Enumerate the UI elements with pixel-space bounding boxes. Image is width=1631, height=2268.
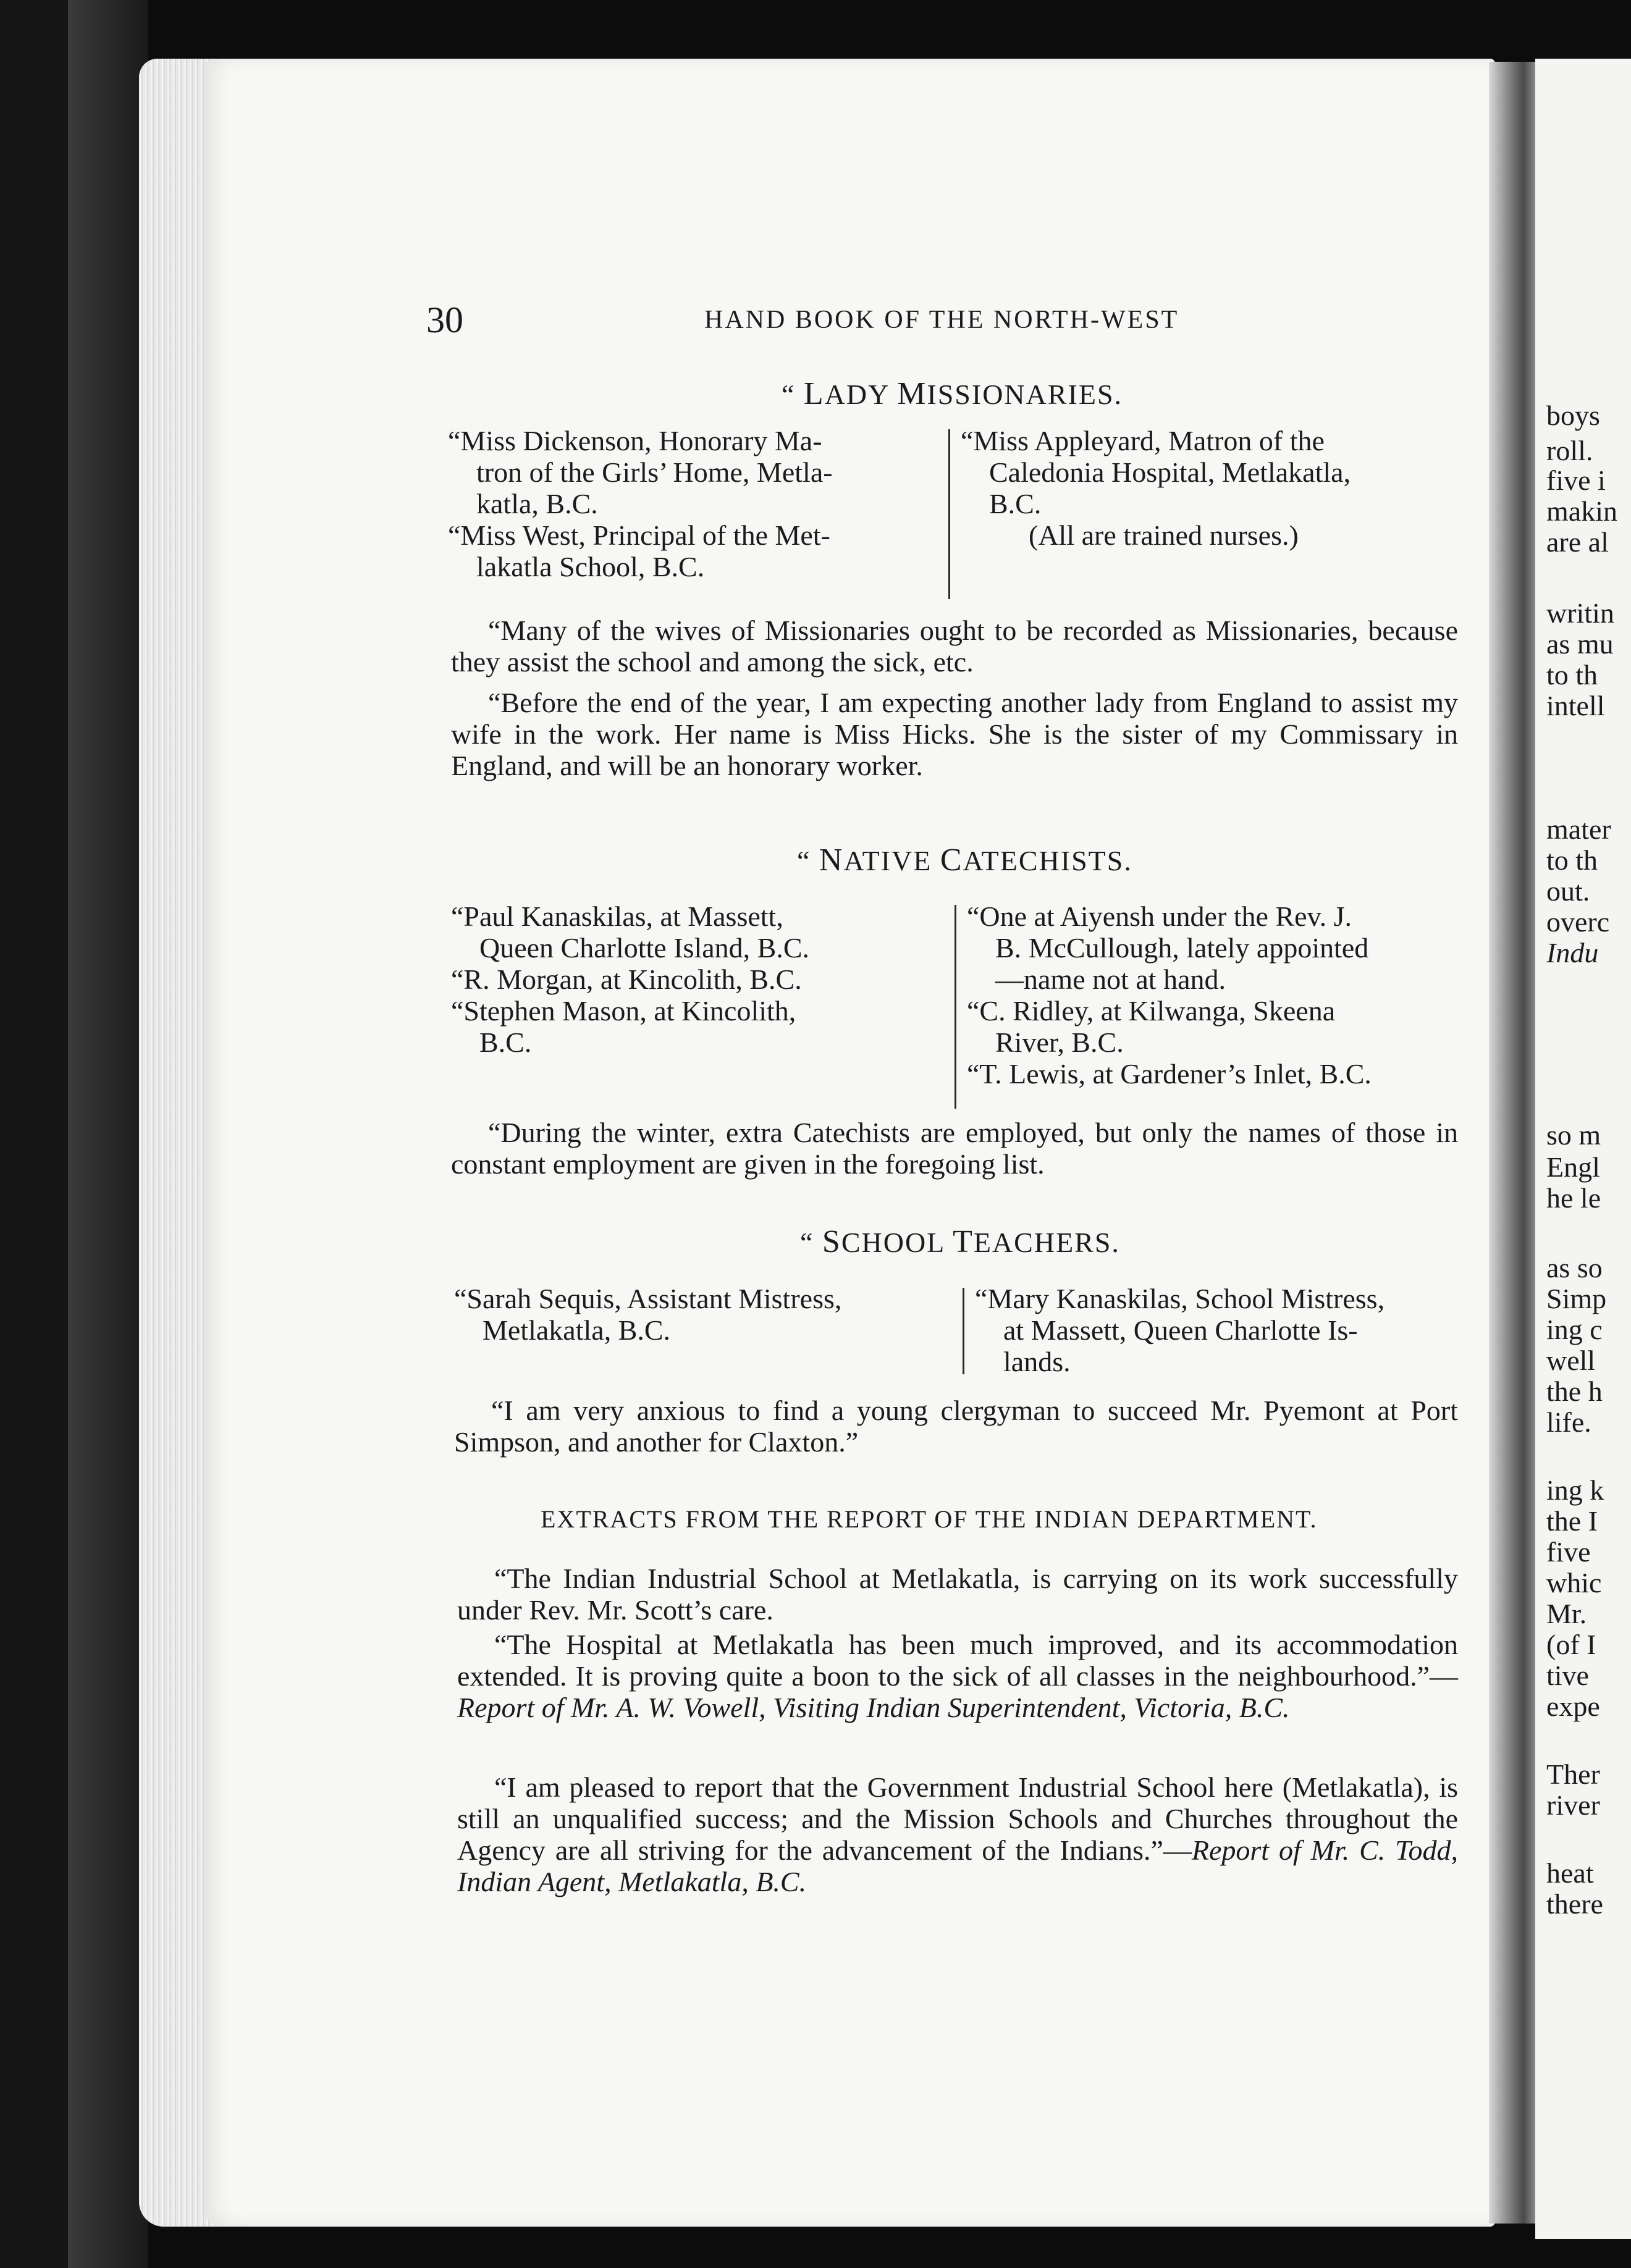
list-line: “Sarah Sequis, Assistant Mistress, <box>454 1283 842 1314</box>
fragment-line: as mu <box>1546 628 1614 660</box>
paragraph-text: “The Indian Industrial School at Metlakatla, is carrying on its work successfully under Rev. Mr. Scott’s care. <box>457 1563 1458 1626</box>
list-line: “Miss Appleyard, Matron of the <box>961 425 1325 456</box>
fragment-line: mater <box>1546 813 1611 845</box>
fragment-line: to th <box>1546 659 1598 691</box>
adjacent-page <box>1535 59 1631 2239</box>
list-line: B.C. <box>479 1027 532 1058</box>
fragment-line: there <box>1546 1888 1603 1920</box>
fragment-line: as so <box>1546 1252 1603 1283</box>
heading-smallcaps: EACHERS. <box>973 1227 1120 1258</box>
fragment-line: (of I <box>1546 1629 1596 1660</box>
heading-smallcaps: ATECHISTS. <box>963 845 1132 876</box>
list-line: at Massett, Queen Charlotte Is- <box>1003 1314 1358 1346</box>
fragment-line: whic <box>1546 1567 1602 1598</box>
column-divider <box>955 905 956 1109</box>
school-teachers-right-column <box>975 1283 1384 1377</box>
heading-initial: C <box>940 842 963 878</box>
running-head: HAND BOOK OF THE NORTH-WEST <box>704 306 1179 334</box>
extracts-heading: EXTRACTS FROM THE REPORT OF THE INDIAN DEPARTMENT. <box>541 1505 1318 1533</box>
fragment-line: river <box>1546 1789 1600 1821</box>
list-line: “R. Morgan, at Kincolith, B.C. <box>451 964 802 995</box>
fragment-line: Simp <box>1546 1283 1607 1314</box>
list-line: B.C. <box>989 488 1042 519</box>
lady-missionaries-right-column <box>961 425 1351 551</box>
fragment-line: five i <box>1546 464 1606 496</box>
list-line: —name not at hand. <box>995 964 1226 995</box>
heading-initial: N <box>819 842 844 878</box>
fragment-line: Engl <box>1546 1151 1600 1183</box>
paragraph-text: “The Hospital at Metlakatla has been much improved, and its accommodation extended. It is proving quite a boon to the sick of all classes in the neighbourhood.”— <box>457 1629 1458 1692</box>
paragraph-text: “During the winter, extra Catechists are employed, but only the names of those in constant employment are given in the foregoing list. <box>451 1117 1458 1180</box>
native-catechists-left-column <box>451 901 809 1058</box>
heading-smallcaps: ISSIONARIES. <box>927 379 1123 410</box>
paragraph-text: “Before the end of the year, I am expecting another lady from England to assist my wife in the work. Her name is Miss Hicks. She is the sister of my Commissary in England, and will be an honorary worker. <box>451 687 1458 781</box>
paragraph <box>451 687 1458 781</box>
fragment-line: Ther <box>1546 1758 1600 1790</box>
list-line: “Miss West, Principal of the Met- <box>448 519 830 551</box>
citation: Report of Mr. A. W. Vowell, Visiting Indian Superintendent, Victoria, B.C. <box>457 1692 1290 1723</box>
fragment-line: Indu <box>1546 937 1599 968</box>
scan-background-shade <box>68 0 148 2268</box>
lady-missionaries-left-column <box>448 425 833 582</box>
heading-quote: “ <box>800 1227 814 1258</box>
heading-initial: M <box>897 376 927 411</box>
fragment-line: intell <box>1546 690 1605 721</box>
fragment-line: writin <box>1546 597 1614 629</box>
fragment-line: boys <box>1546 400 1600 431</box>
fragment-line: life. <box>1546 1406 1591 1438</box>
list-line: “Paul Kanaskilas, at Massett, <box>451 901 783 932</box>
paragraph <box>457 1771 1458 1897</box>
list-line: Caledonia Hospital, Metlakatla, <box>989 456 1351 488</box>
paragraph-text: “Many of the wives of Missionaries ought to be recorded as Missionaries, because they assist the school and among the sick, etc. <box>451 615 1458 678</box>
paragraph <box>454 1395 1458 1458</box>
book-gutter <box>1489 62 1538 2224</box>
citation: Report of Mr. C. Todd, Indian Agent, Metlakatla, B.C. <box>457 1834 1459 1897</box>
heading-smallcaps: ADY <box>824 379 889 410</box>
fragment-line: heat <box>1546 1857 1594 1889</box>
fragment-line: roll. <box>1546 435 1593 466</box>
fragment-line: ing c <box>1546 1314 1603 1345</box>
list-line: katla, B.C. <box>476 488 598 519</box>
list-line: (All are trained nurses.) <box>1029 519 1299 551</box>
fragment-line: well <box>1546 1345 1596 1376</box>
heading-smallcaps: CHOOL <box>841 1227 945 1258</box>
heading-quote: “ <box>782 379 796 410</box>
fragment-line: the I <box>1546 1505 1598 1537</box>
list-line: “Stephen Mason, at Kincolith, <box>451 995 796 1027</box>
scan-background <box>0 0 68 2268</box>
list-line: “Miss Dickenson, Honorary Ma- <box>448 425 822 456</box>
paragraph-text: “I am very anxious to find a young clergyman to succeed Mr. Pyemont at Port Simpson, and another for Claxton.” <box>454 1395 1458 1458</box>
list-line: “C. Ridley, at Kilwanga, Skeena <box>967 995 1336 1027</box>
heading-initial: S <box>822 1224 841 1259</box>
list-line: Metlakatla, B.C. <box>483 1314 671 1346</box>
heading-smallcaps: ATIVE <box>843 845 932 876</box>
heading-initial: T <box>953 1224 974 1259</box>
fragment-line: he le <box>1546 1182 1601 1214</box>
list-line: lakatla School, B.C. <box>476 551 705 582</box>
list-line: B. McCullough, lately appointed <box>995 932 1369 964</box>
section-heading-native-catechists <box>797 844 1132 876</box>
column-divider <box>948 429 950 599</box>
list-line: “T. Lewis, at Gardener’s Inlet, B.C. <box>967 1058 1372 1090</box>
native-catechists-right-column <box>967 901 1372 1090</box>
paragraph <box>457 1629 1458 1723</box>
section-heading-school-teachers <box>800 1226 1120 1258</box>
heading-initial: L <box>803 376 825 411</box>
fragment-line: are al <box>1546 526 1609 558</box>
fragment-line: five <box>1546 1536 1591 1568</box>
paragraph <box>451 1117 1458 1180</box>
paragraph <box>451 615 1458 678</box>
school-teachers-left-column <box>454 1283 841 1346</box>
list-line: tron of the Girls’ Home, Metla- <box>476 456 833 488</box>
paragraph <box>457 1563 1458 1626</box>
fragment-line: tive <box>1546 1660 1589 1691</box>
paragraph-text: “I am pleased to report that the Government Industrial School here (Metlakatla), is still an unqualified success; and the Mission Schools and Churches throughout the Agency are all striving for the advancement of the Indians.”— <box>457 1771 1458 1866</box>
fragment-line: the h <box>1546 1376 1603 1407</box>
fragment-line: makin <box>1546 495 1617 527</box>
list-line: “One at Aiyensh under the Rev. J. <box>967 901 1352 932</box>
fragment-line: Mr. <box>1546 1598 1587 1629</box>
fragment-line: expe <box>1546 1690 1600 1722</box>
list-line: Queen Charlotte Island, B.C. <box>479 932 810 964</box>
fragment-line: overc <box>1546 906 1610 938</box>
fragment-line: ing k <box>1546 1474 1604 1506</box>
fragment-line: to th <box>1546 844 1598 876</box>
list-line: River, B.C. <box>995 1027 1124 1058</box>
list-line: lands. <box>1003 1346 1071 1377</box>
list-line: “Mary Kanaskilas, School Mistress, <box>975 1283 1385 1314</box>
column-divider <box>963 1288 964 1374</box>
section-heading-lady-missionaries <box>782 378 1123 410</box>
fragment-line: out. <box>1546 875 1590 907</box>
heading-quote: “ <box>797 845 811 876</box>
page-number: 30 <box>426 300 463 340</box>
fragment-line: so m <box>1546 1119 1601 1151</box>
